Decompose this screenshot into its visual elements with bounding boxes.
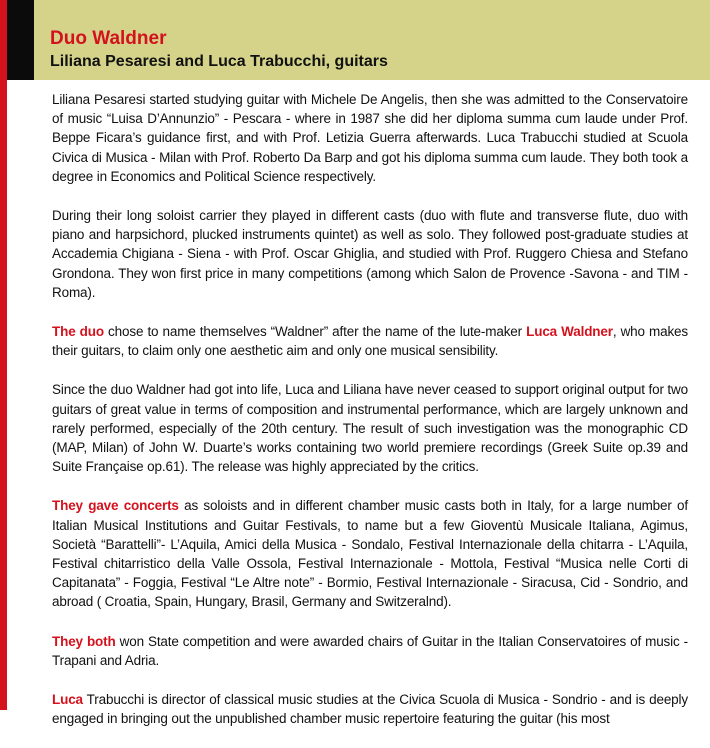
paragraph-repertoire: Since the duo Waldner had got into life, Luca and Liliana have never ceased to support original output for two guitars of great value in terms of composition and instrumental performance, which are largely unknown and rarely performed, especially of the 20th century. The result of such investigation was the monographic CD (MAP, Milan) of John W. Duarte’s works containing two world premiere recordings (Greek Suite op.39 and Suite Française op.61). The release was highly appreciated by the critics.	[52, 382, 688, 475]
paragraph-state-competition	[52, 632, 688, 670]
paragraph-state-competition-text: won State competition and were awarded chairs of Guitar in the Italian Conservatoires of music - Trapani and Adria.	[52, 633, 688, 668]
biography-text	[52, 90, 688, 748]
paragraph-luca	[52, 690, 688, 728]
left-black-bar	[7, 0, 34, 80]
paragraph-education: Liliana Pesaresi started studying guitar with Michele De Angelis, then she was admitted to the Conservatoire of music “Luisa D’Annunzio” - Pescara - where in 1987 she did her diploma summa cum laude under Prof. Beppe Ficara’s guidance first, and with Prof. Letizia Guerra afterwards. Luca Trabucchi studied at Scuola Civica di Musica - Milan with Prof. Roberto Da Barp and got his diploma summa cum laude. They both took a degree in Economics and Political Science respectively.	[52, 92, 688, 184]
paragraph-duo-name-text-2: , who makes their guitars, to claim only one aesthetic aim and only one musical sensibility.	[52, 324, 689, 359]
paragraph-luca-text: Trabucchi is director of classical music studies at the Civica Scuola di Musica - Sondrio - and is deeply engaged in bringing out the unpublished chamber music repertoire featuring the guitar (his most	[52, 692, 688, 727]
paragraph-concerts-text: as soloists and in different chamber music casts both in Italy, for a large number of Italian Musical Institutions and Guitar Festivals, to name but a few Gioventù Musicale Italiana, Agimus, Società “Barattelli”- L’Aquila, Amici della Musica - Sondalo, Festival Internazionale della chitarra - L’Aquila, Festival chitarristico della Valle Ossola, Festival Internazionale - Mottola, Festival “Musica nelle Corti di Capitanata” - Foggia, Festival “Le Altre note” - Bormio, Festival Internazionale - Siracusa, Cid - Sondrio, and abroad ( Croatia, Spain, Hungary, Brasil, Germany and Switzeralnd).	[52, 498, 688, 610]
highlight-luca-waldner: Luca Waldner	[526, 324, 613, 340]
page-subtitle: Liliana Pesaresi and Luca Trabucchi, guitars	[50, 53, 388, 70]
highlight-they-both: They both	[52, 633, 116, 649]
highlight-the-duo: The duo	[52, 324, 104, 340]
page-title: Duo Waldner	[50, 28, 167, 49]
highlight-they-gave-concerts: They gave concerts	[52, 498, 179, 514]
left-red-bar	[0, 0, 7, 710]
paragraph-duo-name	[52, 322, 688, 360]
highlight-luca: Luca	[52, 692, 83, 708]
paragraph-duo-name-text-1: chose to name themselves “Waldner” after the name of the lute-maker	[103, 324, 527, 340]
paragraph-career: During their long soloist carrier they played in different casts (duo with flute and transverse flute, duo with piano and harpsichord, plucked instruments quintet) as well as solo. They followed post-graduate studies at Accademia Chigiana - Siena - with Prof. Oscar Ghiglia, and studied with Prof. Ruggero Chiesa and Stefano Grondona. They won first price in many competitions (among which Salon de Provence -Savona - and TIM - Roma).	[52, 208, 688, 300]
paragraph-concerts	[52, 496, 688, 611]
